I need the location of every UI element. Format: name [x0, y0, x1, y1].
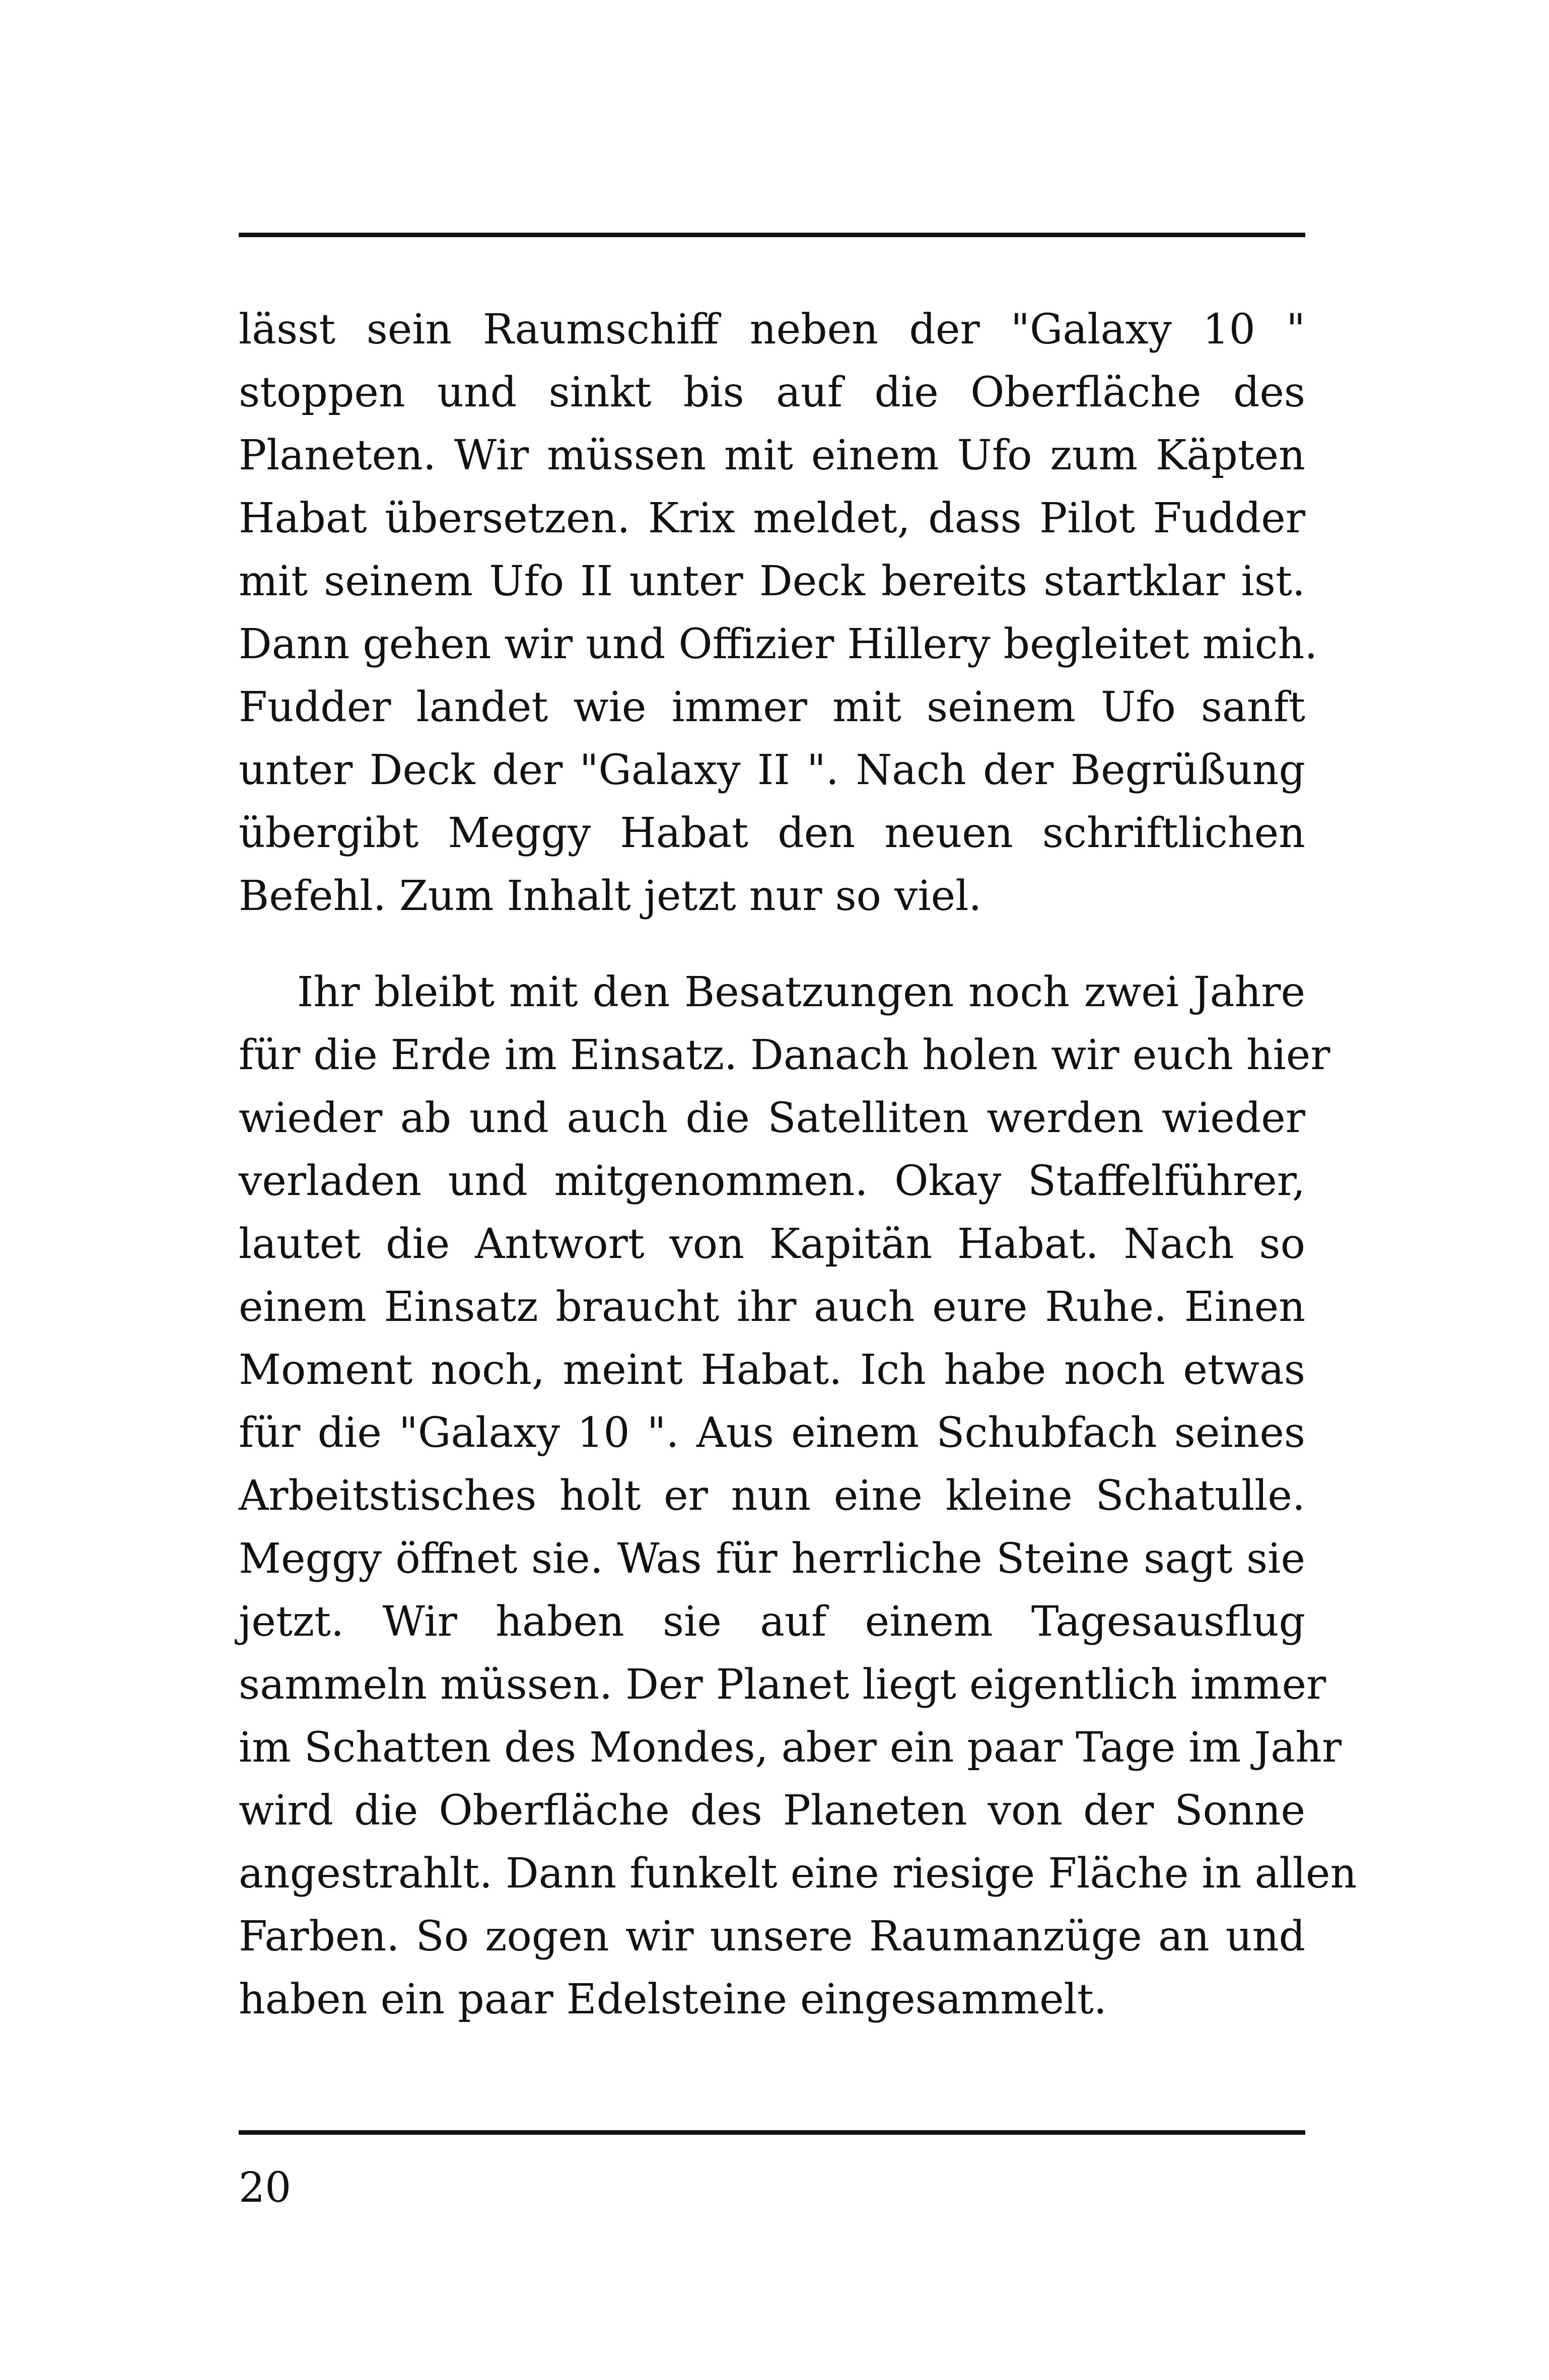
text-line: mit seinem Ufo II unter Deck bereits startklar ist. — [239, 557, 1305, 605]
text-line: Arbeitstisches holt er nun eine kleine Schatulle. — [239, 1472, 1305, 1520]
page-number: 20 — [239, 2164, 292, 2212]
paragraph-spacer — [239, 928, 1305, 961]
text-line: Befehl. Zum Inhalt jetzt nur so viel. — [239, 872, 982, 920]
text-line: übergibt Meggy Habat den neuen schriftlichen — [239, 809, 1305, 857]
text-line: für die "Galaxy 10 ". Aus einem Schubfach seines — [239, 1409, 1305, 1457]
text-line: Habat übersetzen. Krix meldet, dass Pilot Fudder — [239, 495, 1305, 542]
text-line: im Schatten des Mondes, aber ein paar Tage im Jahr — [239, 1724, 1342, 1772]
text-line: einem Einsatz braucht ihr auch eure Ruhe. Einen — [239, 1283, 1305, 1331]
text-line: lässt sein Raumschiff neben der "Galaxy 10 " — [239, 306, 1305, 354]
header-rule — [239, 233, 1305, 237]
text-line: Ihr bleibt mit den Besatzungen noch zwei Jahre — [297, 968, 1305, 1016]
text-line: verladen und mitgenommen. Okay Staffelführer, — [239, 1157, 1305, 1205]
text-line: Meggy öffnet sie. Was für herrliche Steine sagt sie — [239, 1535, 1305, 1583]
text-line: wieder ab und auch die Satelliten werden wieder — [239, 1094, 1305, 1142]
text-line: unter Deck der "Galaxy II ". Nach der Begrüßung — [239, 746, 1305, 794]
text-line: Fudder landet wie immer mit seinem Ufo sanft — [239, 683, 1305, 731]
text-line: wird die Oberfläche des Planeten von der Sonne — [239, 1787, 1305, 1835]
text-line: Farben. So zogen wir unsere Raumanzüge an und — [239, 1913, 1305, 1961]
text-line: jetzt. Wir haben sie auf einem Tagesausflug — [239, 1598, 1305, 1646]
footer-rule — [239, 2130, 1305, 2135]
text-line: haben ein paar Edelsteine eingesammelt. — [239, 1976, 1107, 2023]
text-line: stoppen und sinkt bis auf die Oberfläche des — [239, 369, 1305, 416]
paragraph-1 — [239, 298, 1318, 928]
text-line: Planeten. Wir müssen mit einem Ufo zum Käpten — [239, 432, 1305, 479]
text-line: Dann gehen wir und Offizier Hillery begleitet mich. — [239, 620, 1318, 668]
text-line: Moment noch, meint Habat. Ich habe noch etwas — [239, 1346, 1305, 1394]
text-line: lautet die Antwort von Kapitän Habat. Nach so — [239, 1220, 1305, 1268]
text-line: für die Erde im Einsatz. Danach holen wir euch hier — [239, 1031, 1330, 1079]
paragraph-2 — [239, 961, 1357, 2031]
body-text — [239, 298, 1357, 2031]
text-line: sammeln müssen. Der Planet liegt eigentlich immer — [239, 1661, 1326, 1709]
text-line: angestrahlt. Dann funkelt eine riesige Fläche in allen — [239, 1850, 1357, 1898]
